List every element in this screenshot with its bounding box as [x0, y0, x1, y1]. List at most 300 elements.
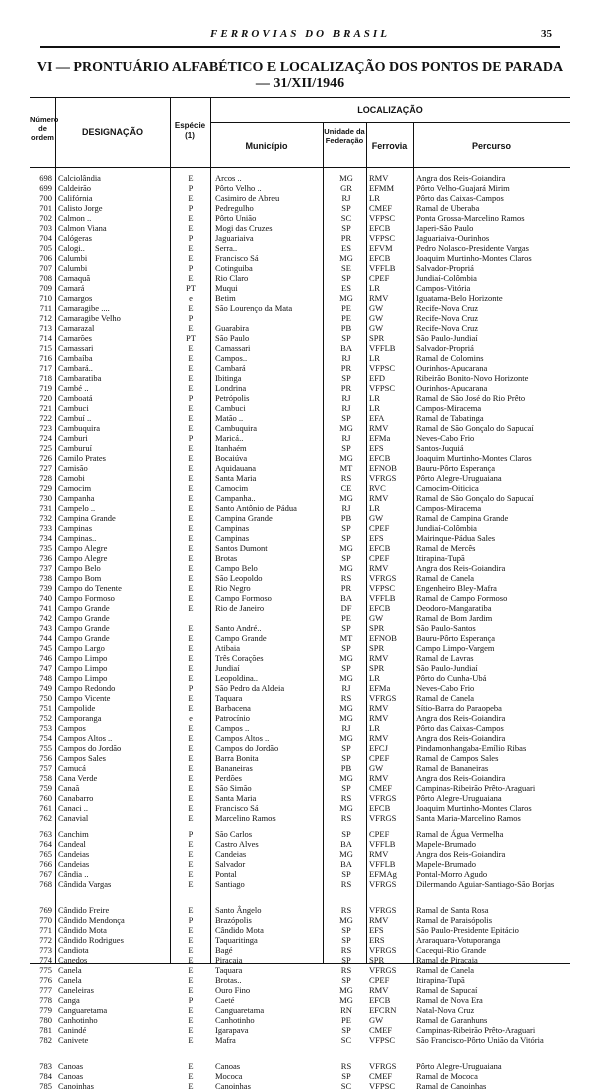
cell-ferrovia: ERS	[369, 935, 385, 945]
cell-municipio: Pontal	[215, 869, 237, 879]
cell-numero: 709	[39, 283, 52, 293]
cell-numero: 770	[39, 915, 52, 925]
cell-ferrovia: GW	[369, 613, 384, 623]
cell-designacao: Canoas	[58, 1071, 84, 1081]
cell-ferrovia: EFCB	[369, 223, 391, 233]
cell-municipio: Canhotinho	[215, 1015, 255, 1025]
cell-designacao: Calógeras	[58, 233, 92, 243]
table-row	[30, 433, 570, 443]
cell-uf: RS	[340, 945, 352, 955]
cell-especie: E	[188, 763, 194, 773]
cell-especie: E	[188, 673, 194, 683]
cell-uf: SP	[341, 623, 351, 633]
cell-municipio: Francisco Sá	[215, 253, 259, 263]
page-header	[40, 28, 560, 44]
cell-ferrovia: EFCB	[369, 543, 391, 553]
cell-percurso: Campos-Miracema	[416, 403, 482, 413]
cell-uf: PR	[340, 583, 352, 593]
cell-numero: 726	[39, 453, 52, 463]
cell-numero: 774	[39, 955, 52, 965]
cell-ferrovia: GW	[369, 313, 384, 323]
cell-municipio: Cambará	[215, 363, 246, 373]
table-row	[30, 613, 570, 623]
cell-designacao: Campos	[58, 723, 86, 733]
cell-percurso: Ramal de Campo Formoso	[416, 593, 508, 603]
cell-designacao: Camburi	[58, 433, 88, 443]
cell-uf: MG	[339, 493, 353, 503]
cell-percurso: Ramal de Canela	[416, 965, 475, 975]
cell-percurso: Ramal de Canoinhas	[416, 1081, 487, 1091]
cell-numero: 769	[39, 905, 52, 915]
cell-municipio: Três Corações	[215, 653, 264, 663]
cell-percurso: Ramal de São José do Rio Prêto	[416, 393, 526, 403]
cell-numero: 700	[39, 193, 52, 203]
table-row	[30, 713, 570, 723]
cell-especie: P	[188, 203, 194, 213]
cell-percurso: São Francisco-Pôrto União da Vitória	[416, 1035, 544, 1045]
cell-uf: RS	[340, 879, 352, 889]
cell-designacao: Cândia ..	[58, 869, 89, 879]
cell-designacao: Camboatá	[58, 393, 93, 403]
cell-especie: P	[188, 683, 194, 693]
cell-designacao: Camarazal	[58, 323, 95, 333]
cell-percurso: Engenheiro Bley-Mafra	[416, 583, 497, 593]
cell-percurso: Campos-Miracema	[416, 503, 482, 513]
cell-percurso: Pôrto Velho-Guajará Mirim	[416, 183, 510, 193]
localizacao-rule	[210, 122, 570, 123]
cell-percurso: Pôrto Alegre-Uruguaiana	[416, 1061, 502, 1071]
cell-ferrovia: VFRGS	[369, 693, 397, 703]
cell-percurso: Salvador-Propriá	[416, 343, 474, 353]
cell-especie: E	[188, 603, 194, 613]
cell-especie: E	[188, 813, 194, 823]
cell-uf: RJ	[341, 433, 351, 443]
cell-numero: 735	[39, 543, 52, 553]
cell-designacao: Cambaratiba	[58, 373, 102, 383]
cell-ferrovia: RMV	[369, 173, 389, 183]
cell-uf: MG	[339, 453, 353, 463]
cell-ferrovia: LR	[369, 353, 380, 363]
cell-municipio: São Carlos	[215, 829, 253, 839]
cell-designacao: Canedos	[58, 955, 88, 965]
cell-designacao: Canguaretama	[58, 1005, 108, 1015]
cell-numero: 740	[39, 593, 52, 603]
table-row	[30, 793, 570, 803]
cell-especie: P	[188, 829, 194, 839]
cell-especie: E	[188, 533, 194, 543]
cell-numero: 768	[39, 879, 52, 889]
cell-ferrovia: EFA	[369, 413, 385, 423]
table-row	[30, 925, 570, 935]
cell-ferrovia: VFFLB	[369, 593, 396, 603]
cell-percurso: Ponta Grossa-Marcelino Ramos	[416, 213, 525, 223]
cell-especie: E	[188, 303, 194, 313]
cell-percurso: Jundiaí-Colômbia	[416, 523, 477, 533]
table-row	[30, 263, 570, 273]
cell-percurso: Natal-Nova Cruz	[416, 1005, 475, 1015]
cell-numero: 715	[39, 343, 52, 353]
cell-numero: 742	[39, 613, 52, 623]
cell-ferrovia: RMV	[369, 493, 389, 503]
cell-ferrovia: VFFLB	[369, 343, 396, 353]
cell-percurso: São Paulo-Presidente Epitácio	[416, 925, 519, 935]
cell-especie: P	[188, 313, 194, 323]
cell-especie: E	[188, 623, 194, 633]
cell-uf: RJ	[341, 403, 351, 413]
cell-municipio: Santos Dumont	[215, 543, 268, 553]
cell-uf: SP	[341, 443, 351, 453]
cell-ferrovia: VFPSC	[369, 583, 395, 593]
cell-uf: RS	[340, 813, 352, 823]
table-row	[30, 353, 570, 363]
cell-numero: 745	[39, 643, 52, 653]
cell-designacao: Camará	[58, 283, 85, 293]
cell-especie: E	[188, 859, 194, 869]
cell-designacao: Campo Grande	[58, 633, 110, 643]
cell-numero: 753	[39, 723, 52, 733]
cell-numero: 741	[39, 603, 52, 613]
cell-ferrovia: VFRGS	[369, 793, 397, 803]
cell-percurso: Campos-Vitória	[416, 283, 471, 293]
cell-ferrovia: VFRGS	[369, 965, 397, 975]
cell-municipio: Pôrto Velho ..	[215, 183, 262, 193]
cell-municipio: São Lourenço da Mata	[215, 303, 293, 313]
table-row	[30, 323, 570, 333]
cell-uf: SP	[341, 643, 351, 653]
cell-ferrovia: VFPSC	[369, 213, 395, 223]
cell-ferrovia: SPR	[369, 643, 385, 653]
cell-especie: E	[188, 1015, 194, 1025]
table-row	[30, 343, 570, 353]
cell-uf: SP	[341, 753, 351, 763]
cell-municipio: São Leopoldo	[215, 573, 263, 583]
cell-ferrovia: LR	[369, 403, 380, 413]
cell-numero: 767	[39, 869, 52, 879]
cell-numero: 758	[39, 773, 52, 783]
cell-numero: 780	[39, 1015, 52, 1025]
cell-numero: 763	[39, 829, 52, 839]
cell-numero: 718	[39, 373, 52, 383]
cell-percurso: Camocim-Oiticica	[416, 483, 479, 493]
cell-especie: E	[188, 793, 194, 803]
cell-designacao: Camocim	[58, 483, 92, 493]
cell-uf: MG	[339, 173, 353, 183]
table-row	[30, 703, 570, 713]
table-row	[30, 303, 570, 313]
table-row	[30, 313, 570, 323]
table-row	[30, 383, 570, 393]
cell-ferrovia: VFRGS	[369, 473, 397, 483]
cell-municipio: Leopoldina..	[215, 673, 258, 683]
cell-numero: 737	[39, 563, 52, 573]
cell-municipio: São Simão	[215, 783, 252, 793]
table-top-rule	[30, 97, 570, 98]
cell-numero: 731	[39, 503, 52, 513]
cell-designacao: Calciolândia	[58, 173, 101, 183]
cell-ferrovia: CPEF	[369, 553, 390, 563]
cell-ferrovia: RMV	[369, 985, 389, 995]
cell-especie: E	[188, 363, 194, 373]
cell-numero: 712	[39, 313, 52, 323]
cell-municipio: Santa Maria	[215, 793, 257, 803]
cell-especie: E	[188, 453, 194, 463]
cell-uf: SP	[341, 1025, 351, 1035]
cell-numero: 719	[39, 383, 52, 393]
cell-designacao: Campo Grande	[58, 623, 110, 633]
cell-municipio: Candeias	[215, 849, 247, 859]
cell-uf: SE	[341, 263, 351, 273]
cell-designacao: Calmon ..	[58, 213, 92, 223]
table-row	[30, 623, 570, 633]
cell-especie: E	[188, 723, 194, 733]
cell-designacao: Camporanga	[58, 713, 102, 723]
cell-percurso: Angra dos Reis-Goiandira	[416, 849, 506, 859]
cell-especie: E	[188, 403, 194, 413]
cell-ferrovia: LR	[369, 283, 380, 293]
table-row	[30, 543, 570, 553]
cell-municipio: Campanha..	[215, 493, 256, 503]
cell-uf: PB	[340, 513, 352, 523]
cell-municipio: Arcos ..	[215, 173, 242, 183]
cell-percurso: Ramal de Mococa	[416, 1071, 478, 1081]
table-row	[30, 513, 570, 523]
cell-numero: 775	[39, 965, 52, 975]
cell-uf: PE	[341, 303, 351, 313]
cell-municipio: Campos Altos ..	[215, 733, 270, 743]
cell-especie: E	[188, 935, 194, 945]
cell-percurso: Campo Limpo-Vargem	[416, 643, 495, 653]
cell-numero: 784	[39, 1071, 52, 1081]
cell-numero: 759	[39, 783, 52, 793]
table-row	[30, 753, 570, 763]
cell-uf: RS	[340, 905, 352, 915]
cell-designacao: Canaci ..	[58, 803, 88, 813]
cell-municipio: Campos ..	[215, 723, 250, 733]
cell-ferrovia: RMV	[369, 703, 389, 713]
cell-numero: 746	[39, 653, 52, 663]
title-line-2: — 31/XII/1946	[255, 76, 345, 91]
cell-numero: 773	[39, 945, 52, 955]
cell-numero: 722	[39, 413, 52, 423]
cell-percurso: Jaguariaiva-Ourinhos	[416, 233, 490, 243]
cell-municipio: Castro Alves	[215, 839, 259, 849]
cell-ferrovia: EFNOB	[369, 633, 397, 643]
cell-uf: SP	[341, 925, 351, 935]
table-body	[30, 173, 570, 1091]
table-row	[30, 1071, 570, 1081]
table-row	[30, 173, 570, 183]
cell-especie: E	[188, 213, 194, 223]
cell-municipio: Matão ..	[215, 413, 244, 423]
cell-municipio: Mogi das Cruzes	[215, 223, 273, 233]
cell-uf: RJ	[341, 683, 351, 693]
cell-designacao: Cambuci	[58, 403, 89, 413]
cell-percurso: Ramal de Mercês	[416, 543, 476, 553]
cell-uf: BA	[340, 343, 352, 353]
cell-numero: 703	[39, 223, 52, 233]
cell-designacao: Campo Belo	[58, 563, 101, 573]
cell-ferrovia: CPEF	[369, 753, 390, 763]
cell-designacao: Canavial	[58, 813, 89, 823]
cell-municipio: Camocim	[215, 483, 249, 493]
cell-especie: E	[188, 849, 194, 859]
cell-municipio: Cotinguiba	[215, 263, 253, 273]
cell-especie: E	[188, 1081, 194, 1091]
table-row	[30, 813, 570, 823]
table-row	[30, 183, 570, 193]
cell-numero: 744	[39, 633, 52, 643]
cell-ferrovia: GW	[369, 513, 384, 523]
cell-designacao: Candiota	[58, 945, 89, 955]
cell-municipio: Barbacena	[215, 703, 251, 713]
cell-uf: SP	[341, 869, 351, 879]
table-row	[30, 643, 570, 653]
cell-municipio: Santiago	[215, 879, 245, 889]
cell-municipio: Campo Grande	[215, 633, 267, 643]
table-row	[30, 935, 570, 945]
cell-uf: PR	[340, 363, 352, 373]
cell-numero: 771	[39, 925, 52, 935]
cell-municipio: Itanhaém	[215, 443, 247, 453]
cell-designacao: Canabarro	[58, 793, 94, 803]
cell-ferrovia: CPEF	[369, 829, 390, 839]
header-rule	[40, 46, 560, 48]
cell-ferrovia: RMV	[369, 849, 389, 859]
cell-numero: 707	[39, 263, 52, 273]
table-row	[30, 985, 570, 995]
cell-municipio: Bocaiúva	[215, 453, 248, 463]
cell-numero: 717	[39, 363, 52, 373]
cell-percurso: Pôrto do Cunha-Ubá	[416, 673, 487, 683]
cell-numero: 754	[39, 733, 52, 743]
table-row	[30, 393, 570, 403]
table-row	[30, 553, 570, 563]
cell-ferrovia: VFFLB	[369, 859, 396, 869]
cell-designacao: Calisto Jorge	[58, 203, 103, 213]
cell-especie: E	[188, 1005, 194, 1015]
cell-municipio: Igarapava	[215, 1025, 249, 1035]
cell-municipio: Casimiro de Abreu	[215, 193, 280, 203]
table-row	[30, 683, 570, 693]
cell-designacao: Calumbi	[58, 263, 88, 273]
cell-numero: 785	[39, 1081, 52, 1091]
cell-uf: BA	[340, 839, 352, 849]
cell-ferrovia: CPEF	[369, 273, 390, 283]
cell-percurso: Deodoro-Mangaratiba	[416, 603, 492, 613]
table-row	[30, 1061, 570, 1071]
cell-uf: MG	[339, 915, 353, 925]
cell-especie: E	[188, 593, 194, 603]
table-row	[30, 965, 570, 975]
cell-designacao: Calumbi	[58, 253, 88, 263]
cell-municipio: Salvador	[215, 859, 246, 869]
table-row	[30, 1081, 570, 1091]
cell-especie: E	[188, 879, 194, 889]
cell-uf: MT	[339, 633, 353, 643]
table-row	[30, 1025, 570, 1035]
cell-municipio: Francisco Sá	[215, 803, 259, 813]
cell-municipio: Campinas	[215, 533, 249, 543]
cell-numero: 751	[39, 703, 52, 713]
cell-ferrovia: EFS	[369, 925, 384, 935]
cell-municipio: Piracaia	[215, 955, 243, 965]
cell-ferrovia: LR	[369, 393, 380, 403]
cell-ferrovia: EFCRN	[369, 1005, 397, 1015]
cell-designacao: Candeal	[58, 839, 86, 849]
cell-numero: 734	[39, 533, 52, 543]
cell-uf: MG	[339, 803, 353, 813]
cell-ferrovia: VFRGS	[369, 1061, 397, 1071]
cell-municipio: Santo André..	[215, 623, 262, 633]
cell-municipio: Bananeiras	[215, 763, 253, 773]
table-row	[30, 333, 570, 343]
cell-especie: P	[188, 995, 194, 1005]
cell-especie: E	[188, 443, 194, 453]
cell-municipio: Rio Negro	[215, 583, 251, 593]
cell-designacao: Campo do Tenente	[58, 583, 122, 593]
table-row	[30, 233, 570, 243]
cell-uf: SP	[341, 553, 351, 563]
cell-percurso: Campinas-Ribeirão Prêto-Araguari	[416, 1025, 536, 1035]
cell-designacao: Cana Verde	[58, 773, 98, 783]
cell-municipio: Brazópolis	[215, 915, 252, 925]
cell-especie: E	[188, 1061, 194, 1071]
cell-designacao: Camassari	[58, 343, 94, 353]
cell-uf: SP	[341, 523, 351, 533]
cell-designacao: Camburuí	[58, 443, 92, 453]
cell-percurso: Mairinque-Pádua Sales	[416, 533, 496, 543]
table-row	[30, 573, 570, 583]
table-row	[30, 443, 570, 453]
cell-uf: ES	[341, 243, 351, 253]
cell-ferrovia: VFPSC	[369, 233, 395, 243]
table-row	[30, 463, 570, 473]
cell-percurso: Ramal de Canela	[416, 573, 475, 583]
cell-numero: 739	[39, 583, 52, 593]
cell-numero: 725	[39, 443, 52, 453]
cell-numero: 760	[39, 793, 52, 803]
cell-especie: E	[188, 633, 194, 643]
cell-uf: RJ	[341, 503, 351, 513]
cell-numero: 706	[39, 253, 52, 263]
cell-designacao: Camobi	[58, 473, 85, 483]
cell-municipio: Perdões	[215, 773, 242, 783]
cell-percurso: São Paulo-Jundiaí	[416, 333, 478, 343]
cell-municipio: Campina Grande	[215, 513, 273, 523]
cell-percurso: Cacequi-Rio Grande	[416, 945, 487, 955]
cell-numero: 781	[39, 1025, 52, 1035]
cell-ferrovia: EFMAg	[369, 869, 397, 879]
table-row	[30, 563, 570, 573]
cell-ferrovia: LR	[369, 723, 380, 733]
cell-designacao: Cândido Freire	[58, 905, 110, 915]
cell-uf: MG	[339, 293, 353, 303]
cell-numero: 736	[39, 553, 52, 563]
cell-ferrovia: EFCB	[369, 803, 391, 813]
cell-uf: PE	[341, 613, 351, 623]
table-row	[30, 533, 570, 543]
cell-numero: 778	[39, 995, 52, 1005]
cell-percurso: Ramal de Lavras	[416, 653, 474, 663]
cell-municipio: Bagé	[215, 945, 233, 955]
cell-numero: 728	[39, 473, 52, 483]
cell-municipio: Rio de Janeiro	[215, 603, 265, 613]
cell-percurso: São Paulo-Jundiaí	[416, 663, 478, 673]
cell-designacao: Campolide	[58, 703, 96, 713]
cell-uf: SC	[340, 213, 352, 223]
cell-numero: 783	[39, 1061, 52, 1071]
cell-ferrovia: GW	[369, 303, 384, 313]
